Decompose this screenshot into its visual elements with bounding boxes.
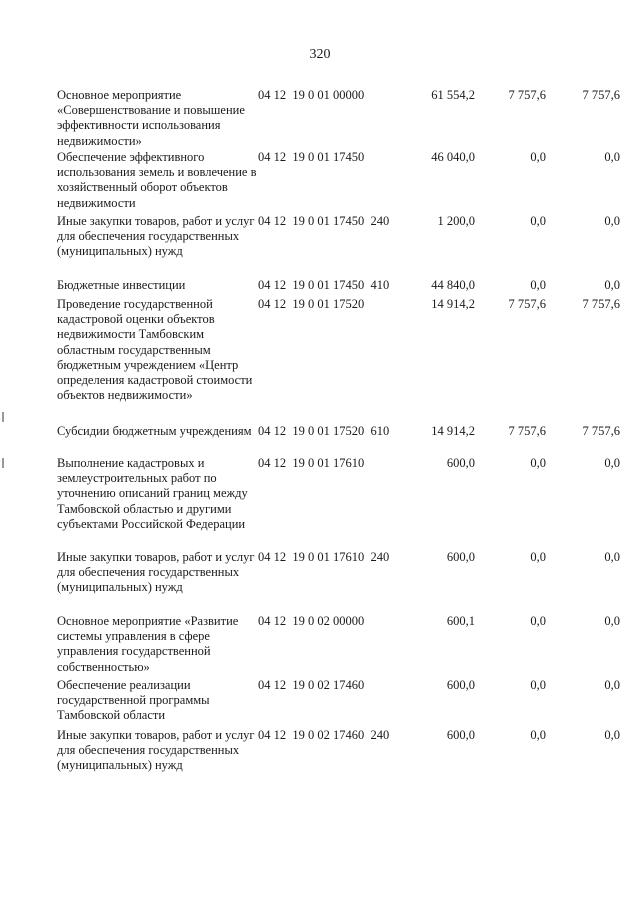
row-value-2: 7 757,6	[508, 297, 546, 311]
row-value-3: 0,0	[604, 150, 620, 164]
row-name: Иные закупки товаров, работ и услуг для обеспечения государственных (муниципальных) нужд	[57, 550, 255, 595]
row-value-1: 600,0	[446, 678, 475, 692]
row-value-3: 0,0	[604, 456, 620, 470]
row-value-2: 0,0	[530, 150, 546, 164]
row-value-1: 14 914,2	[431, 424, 475, 438]
row-value-3: 0,0	[604, 278, 620, 292]
row-value-3: 7 757,6	[582, 424, 620, 438]
row-value-3: 0,0	[604, 214, 620, 228]
row-name: Основное мероприятие «Развитие системы управления в сфере управления государственной собственностью»	[57, 614, 239, 674]
row-code: 04 12 19 0 01 17610 240	[258, 550, 390, 564]
row-name: Субсидии бюджетным учреждениям	[57, 424, 252, 438]
row-value-1: 600,0	[446, 550, 475, 564]
scan-margin-mark	[2, 458, 4, 468]
row-name: Проведение государственной кадастровой оценки объектов недвижимости Тамбовским областным государственным бюджетным учреждением «Центр определения кадастровой стоимости объектов недвижимости»	[57, 297, 253, 403]
row-code: 04 12 19 0 01 00000	[258, 88, 365, 102]
row-value-3: 0,0	[604, 728, 620, 742]
row-value-2: 0,0	[530, 278, 546, 292]
scan-margin-mark	[2, 412, 4, 422]
row-code: 04 12 19 0 01 17520 610	[258, 424, 390, 438]
row-name: Иные закупки товаров, работ и услуг для обеспечения государственных (муниципальных) нужд	[57, 728, 255, 773]
row-value-1: 600,1	[446, 614, 475, 628]
row-value-3: 0,0	[604, 550, 620, 564]
row-value-2: 0,0	[530, 214, 546, 228]
row-name: Обеспечение эффективного использования земель и вовлечение в хозяйственный оборот объектов недвижимости	[57, 150, 257, 210]
row-code: 04 12 19 0 01 17520	[258, 297, 365, 311]
row-value-1: 44 840,0	[431, 278, 475, 292]
row-code: 04 12 19 0 02 00000	[258, 614, 365, 628]
row-name: Бюджетные инвестиции	[57, 278, 186, 292]
row-value-2: 0,0	[530, 550, 546, 564]
row-value-2: 0,0	[530, 728, 546, 742]
row-value-2: 0,0	[530, 614, 546, 628]
row-value-3: 0,0	[604, 678, 620, 692]
row-value-2: 7 757,6	[508, 88, 546, 102]
row-code: 04 12 19 0 01 17450 410	[258, 278, 390, 292]
row-value-1: 600,0	[446, 728, 475, 742]
row-value-3: 7 757,6	[582, 88, 620, 102]
row-value-2: 7 757,6	[508, 424, 546, 438]
row-code: 04 12 19 0 02 17460	[258, 678, 365, 692]
row-code: 04 12 19 0 01 17610	[258, 456, 365, 470]
row-value-1: 1 200,0	[437, 214, 475, 228]
row-value-3: 0,0	[604, 614, 620, 628]
row-value-2: 0,0	[530, 678, 546, 692]
row-code: 04 12 19 0 02 17460 240	[258, 728, 390, 742]
row-value-1: 14 914,2	[431, 297, 475, 311]
row-value-1: 61 554,2	[431, 88, 475, 102]
row-name: Выполнение кадастровых и землеустроительных работ по уточнению описаний границ между Тамбовской областью и другими субъектами Российской Федерации	[57, 456, 248, 531]
page-number: 320	[309, 47, 331, 62]
row-code: 04 12 19 0 01 17450	[258, 150, 365, 164]
row-value-1: 600,0	[446, 456, 475, 470]
row-value-1: 46 040,0	[431, 150, 475, 164]
row-value-2: 0,0	[530, 456, 546, 470]
row-name: Обеспечение реализации государственной программы Тамбовской области	[57, 678, 210, 723]
row-code: 04 12 19 0 01 17450 240	[258, 214, 390, 228]
row-name: Основное мероприятие «Совершенствование и повышение эффективности использования недвижимости»	[57, 88, 245, 148]
row-value-3: 7 757,6	[582, 297, 620, 311]
row-name: Иные закупки товаров, работ и услуг для обеспечения государственных (муниципальных) нужд	[57, 214, 255, 259]
